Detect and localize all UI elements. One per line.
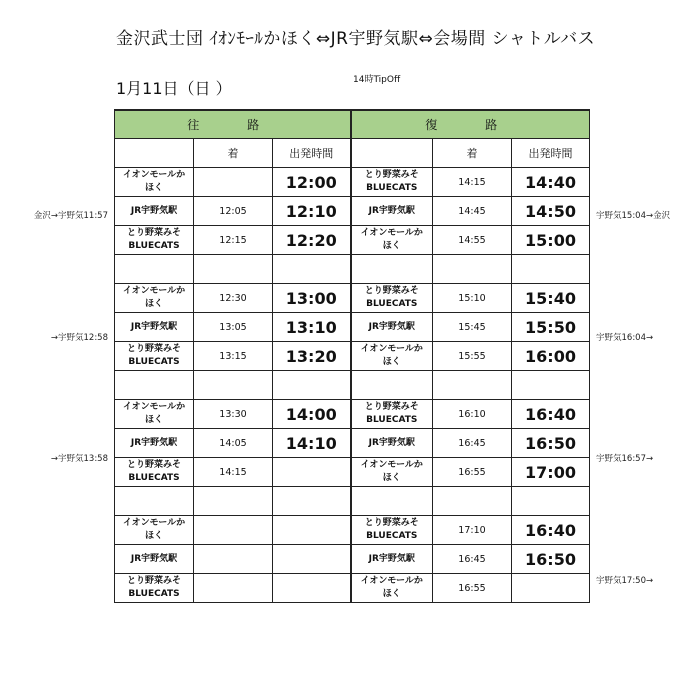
return-station-cell: とり野菜みそ BLUECATS [351,400,433,429]
return-arrival-cell: 16:10 [433,400,512,429]
outbound-arrival-cell: 12:15 [194,226,273,255]
spacer-cell [351,255,433,284]
return-station-cell: JR宇野気駅 [351,313,433,342]
return-station-cell: イオンモールか ほく [351,342,433,371]
spacer-cell [273,255,351,284]
outbound-station-cell: とり野菜みそ BLUECATS [115,574,194,603]
return-station-cell: イオンモールか ほく [351,226,433,255]
return-departure-cell: 15:00 [512,226,590,255]
table-row [115,429,590,458]
return-departure-cell [512,574,590,603]
spacer-cell [194,487,273,516]
return-station-cell: とり野菜みそ BLUECATS [351,516,433,545]
return-arrival-cell: 16:55 [433,574,512,603]
outbound-departure-col: 出発時間 [273,139,351,168]
outbound-arrival-cell: 13:15 [194,342,273,371]
page-title: 金沢武士団 ｲｵﾝﾓｰﾙかほく⇔JR宇野気駅⇔会場間 シャトルバス [116,29,596,49]
outbound-arrival-cell [194,516,273,545]
spacer-cell [273,487,351,516]
side-note-left-1: 金沢→宇野気11:57 [33,211,108,221]
outbound-departure-cell: 14:10 [273,429,351,458]
spacer-row [115,371,590,400]
return-station-cell: JR宇野気駅 [351,197,433,226]
outbound-arrival-cell [194,168,273,197]
return-departure-cell: 16:40 [512,516,590,545]
outbound-station-cell: イオンモールか ほく [115,516,194,545]
side-note-right-4: 宇野気17:50→ [596,576,654,586]
spacer-cell [512,255,590,284]
outbound-header: 往 路 [115,110,351,139]
shuttle-schedule-table [114,109,590,603]
spacer-cell [512,371,590,400]
outbound-station-cell: JR宇野気駅 [115,313,194,342]
side-note-right-2: 宇野気16:04→ [596,333,654,343]
outbound-departure-cell: 13:10 [273,313,351,342]
table-row [115,458,590,487]
table-row [115,284,590,313]
outbound-arrival-cell: 14:15 [194,458,273,487]
return-arrival-cell: 15:55 [433,342,512,371]
table-row [115,516,590,545]
outbound-departure-cell: 12:00 [273,168,351,197]
return-arrival-cell: 15:45 [433,313,512,342]
table-row [115,342,590,371]
outbound-departure-cell: 12:20 [273,226,351,255]
outbound-station-col [115,139,194,168]
return-station-cell: イオンモールか ほく [351,458,433,487]
outbound-arrival-cell: 12:30 [194,284,273,313]
return-arrival-cell: 17:10 [433,516,512,545]
return-station-cell: とり野菜みそ BLUECATS [351,284,433,313]
spacer-cell [115,487,194,516]
outbound-station-cell: JR宇野気駅 [115,545,194,574]
outbound-station-cell: イオンモールか ほく [115,400,194,429]
side-note-left-2: →宇野気12:58 [50,333,108,343]
return-departure-cell: 16:50 [512,545,590,574]
spacer-cell [512,487,590,516]
outbound-station-cell: とり野菜みそ BLUECATS [115,226,194,255]
return-station-cell: イオンモールか ほく [351,574,433,603]
outbound-departure-cell: 13:20 [273,342,351,371]
return-departure-cell: 15:40 [512,284,590,313]
return-station-cell: とり野菜みそ BLUECATS [351,168,433,197]
return-arrival-cell: 16:45 [433,545,512,574]
return-station-cell: JR宇野気駅 [351,545,433,574]
return-departure-cell: 14:50 [512,197,590,226]
outbound-station-cell: とり野菜みそ BLUECATS [115,458,194,487]
return-arrival-col: 着 [433,139,512,168]
table-row [115,197,590,226]
outbound-station-cell: JR宇野気駅 [115,197,194,226]
spacer-cell [351,371,433,400]
outbound-departure-cell [273,458,351,487]
spacer-cell [194,255,273,284]
outbound-departure-cell: 13:00 [273,284,351,313]
spacer-cell [433,255,512,284]
side-note-left-3: →宇野気13:58 [50,454,108,464]
side-note-right-1: 宇野気15:04→金沢 [596,211,671,221]
tipoff-note: 14時TipOff [353,75,401,85]
return-station-col [351,139,433,168]
spacer-row [115,255,590,284]
outbound-departure-cell: 12:10 [273,197,351,226]
outbound-station-cell: イオンモールか ほく [115,168,194,197]
side-note-right-3: 宇野気16:57→ [596,454,654,464]
return-departure-cell: 15:50 [512,313,590,342]
spacer-cell [194,371,273,400]
table-row [115,400,590,429]
return-departure-col: 出発時間 [512,139,590,168]
spacer-cell [115,371,194,400]
return-departure-cell: 16:40 [512,400,590,429]
return-departure-cell: 16:50 [512,429,590,458]
event-date: 1月11日（日 ） [116,79,232,98]
outbound-arrival-cell [194,545,273,574]
outbound-departure-cell [273,516,351,545]
outbound-arrival-cell: 13:05 [194,313,273,342]
return-departure-cell: 17:00 [512,458,590,487]
return-arrival-cell: 14:15 [433,168,512,197]
return-departure-cell: 14:40 [512,168,590,197]
outbound-station-cell: JR宇野気駅 [115,429,194,458]
table-row [115,574,590,603]
spacer-cell [351,487,433,516]
spacer-cell [433,371,512,400]
return-station-cell: JR宇野気駅 [351,429,433,458]
return-departure-cell: 16:00 [512,342,590,371]
return-arrival-cell: 14:55 [433,226,512,255]
outbound-arrival-col: 着 [194,139,273,168]
spacer-cell [433,487,512,516]
spacer-row [115,487,590,516]
outbound-arrival-cell [194,574,273,603]
return-arrival-cell: 16:55 [433,458,512,487]
table-row [115,168,590,197]
outbound-departure-cell: 14:00 [273,400,351,429]
table-row [115,545,590,574]
return-arrival-cell: 14:45 [433,197,512,226]
table-row [115,226,590,255]
table-row [115,313,590,342]
return-header: 復 路 [351,110,590,139]
outbound-arrival-cell: 13:30 [194,400,273,429]
spacer-cell [273,371,351,400]
spacer-cell [115,255,194,284]
outbound-station-cell: イオンモールか ほく [115,284,194,313]
outbound-arrival-cell: 12:05 [194,197,273,226]
return-arrival-cell: 16:45 [433,429,512,458]
outbound-arrival-cell: 14:05 [194,429,273,458]
outbound-station-cell: とり野菜みそ BLUECATS [115,342,194,371]
outbound-departure-cell [273,574,351,603]
outbound-departure-cell [273,545,351,574]
return-arrival-cell: 15:10 [433,284,512,313]
